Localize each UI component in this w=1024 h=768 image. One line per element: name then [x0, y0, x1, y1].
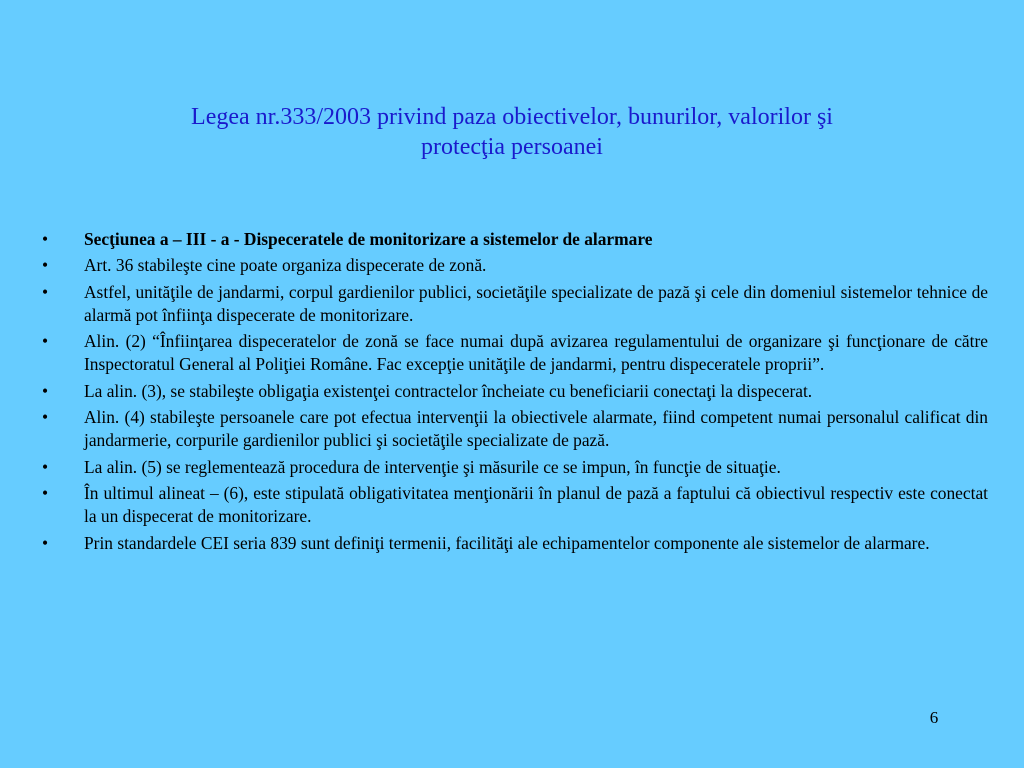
bullet-marker: •	[42, 255, 49, 276]
slide-title-line-2: protecţia persoanei	[421, 134, 603, 160]
bullet-marker: •	[42, 407, 49, 428]
bullet-text: Alin. (4) stabileşte persoanele care pot efectua intervenţii la obiectivele alarmate, fiind competent numai personalul calificat din jandarmerie, corpurile gardienilor publici şi societăţile specializate de pază.	[84, 407, 988, 451]
bullet-item	[40, 380, 988, 403]
bullet-text: În ultimul alineat – (6), este stipulată obligativitatea menţionării în planul de pază a faptului că obiectivul respectiv este conectat la un dispecerat de monitorizare.	[84, 482, 988, 527]
bullet-text: Art. 36 stabileşte cine poate organiza dispecerate de zonă.	[84, 255, 487, 276]
bullet-text: Prin standardele CEI seria 839 sunt definiţi termenii, facilităţi ale echipamentelor componente ale sistemelor de alarmare.	[84, 532, 930, 553]
bullet-item	[40, 228, 988, 251]
bullet-item	[40, 456, 988, 479]
bullet-item	[40, 281, 988, 328]
bullet-marker: •	[42, 229, 49, 249]
bullet-text: Astfel, unităţile de jandarmi, corpul gardienilor publici, societăţile specializate de pază şi cele din domeniul sistemelor tehnice de alarmă pot înfiinţa dispecerate de monitorizare.	[84, 281, 988, 325]
bullet-item	[40, 532, 988, 555]
bullet-text: Secţiunea a – III - a - Dispeceratele de monitorizare a sistemelor de alarmare	[84, 229, 653, 249]
slide-title	[80, 102, 944, 162]
bullet-text: Alin. (2) “Înfiinţarea dispeceratelor de zonă se face numai după avizarea regulamentului de organizare şi funcţionare de către Inspectoratul General al Poliţiei Române. Fac excepţie unităţile de jandarmi, pentru dispeceratele proprii”.	[84, 331, 988, 375]
bullet-item	[40, 254, 988, 277]
bullet-marker: •	[42, 281, 49, 302]
slide-title-line-1: Legea nr.333/2003 privind paza obiectivelor, bunurilor, valorilor şi	[191, 104, 833, 130]
bullet-text: La alin. (3), se stabileşte obligaţia existenţei contractelor încheiate cu beneficiarii conectaţi la dispecerat.	[84, 380, 813, 401]
bullet-marker: •	[42, 331, 49, 352]
bullet-marker: •	[42, 532, 49, 553]
page-number: 6	[929, 708, 939, 727]
bullet-marker: •	[42, 456, 49, 477]
bullet-marker: •	[42, 482, 49, 503]
bullet-list	[40, 228, 988, 558]
bullet-marker: •	[42, 380, 49, 401]
bullet-text: La alin. (5) se reglementează procedura de intervenţie şi măsurile ce se impun, în funcţie de situaţie.	[84, 456, 781, 477]
bullet-item	[40, 406, 988, 453]
bullet-item	[40, 482, 988, 529]
bullet-item	[40, 330, 988, 377]
